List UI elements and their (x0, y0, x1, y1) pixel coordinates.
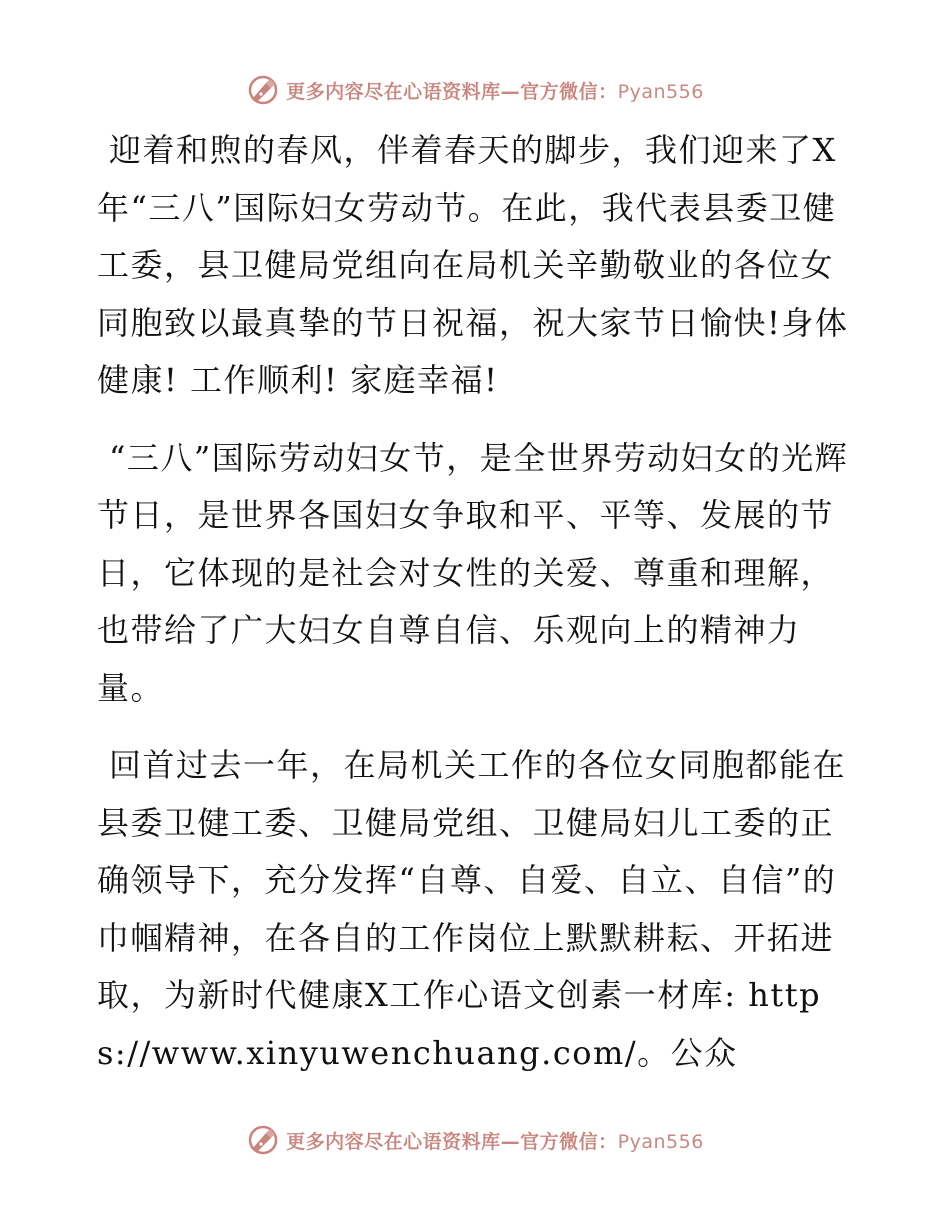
pen-nib-circle-icon (246, 73, 280, 107)
document-body (97, 122, 857, 1102)
pen-nib-circle-icon (246, 1123, 280, 1157)
paragraph-1: 迎着和煦的春风，伴着春天的脚步，我们迎来了X年“三八”国际妇女劳动节。在此，我代表县委卫健工委，县卫健局党组向在局机关辛勤敬业的各位女同胞致以最真挚的节日祝福，祝大家节日愉快!身体健康! 工作顺利! 家庭幸福! (97, 131, 849, 399)
header-watermark (0, 70, 950, 110)
paragraph-3: 回首过去一年，在局机关工作的各位女同胞都能在县委卫健工委、卫健局党组、卫健局妇儿工委的正确领导下，充分发挥“自尊、自爱、自立、自信”的巾帼精神，在各自的工作岗位上默默耕耘、开拓进取，为新时代健康X工作心语文创素一材库: https://www.xinyuwenchuang.com/。公众 (97, 746, 847, 1072)
watermark-text: 更多内容尽在心语资料库—官方微信：Pyan556 (286, 1130, 704, 1153)
paragraph-2: “三八”国际劳动妇女节，是全世界劳动妇女的光辉节日，是世界各国妇女争取和平、平等、发展的节日，它体现的是社会对女性的关爱、尊重和理解，也带给了广大妇女自尊自信、乐观向上的精神力量。 (97, 438, 849, 707)
watermark-text: 更多内容尽在心语资料库—官方微信：Pyan556 (286, 80, 704, 103)
footer-watermark (0, 1120, 950, 1160)
watermark-wechat-id: Pyan556 (617, 80, 704, 103)
watermark-wechat-id: Pyan556 (617, 1130, 704, 1153)
